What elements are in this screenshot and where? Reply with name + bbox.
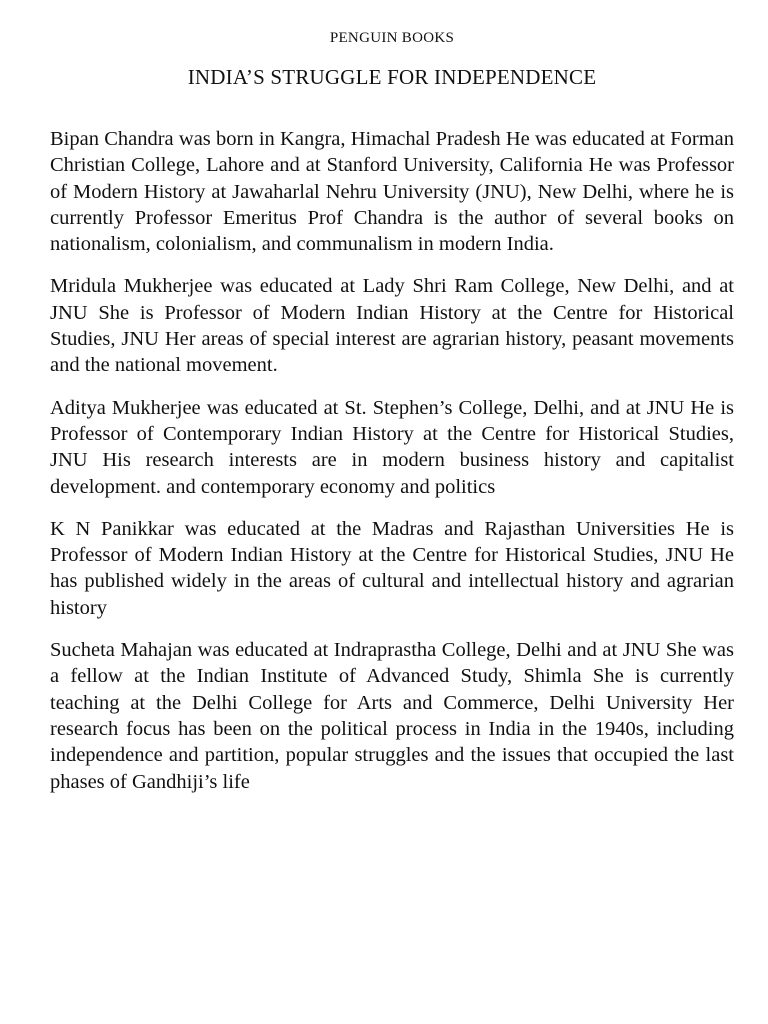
author-bio-sucheta-mahajan: Sucheta Mahajan was educated at Indraprastha College, Delhi and at JNU She was a fellow at the Indian Institute of Advanced Study, Shimla She is currently teaching at the Delhi College for Arts and Commerce, Delhi University Her research focus has been on the political process in India in the 1940s, including independence and partition, popular struggles and the issues that occupied the last phases of Gandhiji’s life [50, 639, 734, 793]
author-bio-mridula-mukherjee: Mridula Mukherjee was educated at Lady Shri Ram College, New Delhi, and at JNU She is Professor of Modern Indian History at the Centre for Historical Studies, JNU Her areas of special interest are agrarian history, peasant movements and the national movement. [50, 275, 734, 377]
author-bio-kn-panikkar: K N Panikkar was educated at the Madras and Rajasthan Universities He is Professor of Modern Indian History at the Centre for Historical Studies, JNU He has published widely in the areas of cultural and intellectual history and agrarian history [50, 517, 734, 619]
book-title: INDIA’S STRUGGLE FOR INDEPENDENCE [187, 65, 597, 89]
author-bio-aditya-mukherjee: Aditya Mukherjee was educated at St. Stephen’s College, Delhi, and at JNU He is Professor of Contemporary Indian History at the Centre for Historical Studies, JNU His research interests are in modern business history and capitalist development. and contemporary economy and politics [50, 396, 734, 498]
author-bios [50, 126, 734, 795]
publisher-name: PENGUIN BOOKS [329, 30, 455, 46]
author-bio-bipan-chandra: Bipan Chandra was born in Kangra, Himachal Pradesh He was educated at Forman Christian College, Lahore and at Stanford University, California He was Professor of Modern History at Jawaharlal Nehru University (JNU), New Delhi, where he is currently Professor Emeritus Prof Chandra is the author of several books on nationalism, colonialism, and communalism in modern India. [50, 128, 734, 256]
